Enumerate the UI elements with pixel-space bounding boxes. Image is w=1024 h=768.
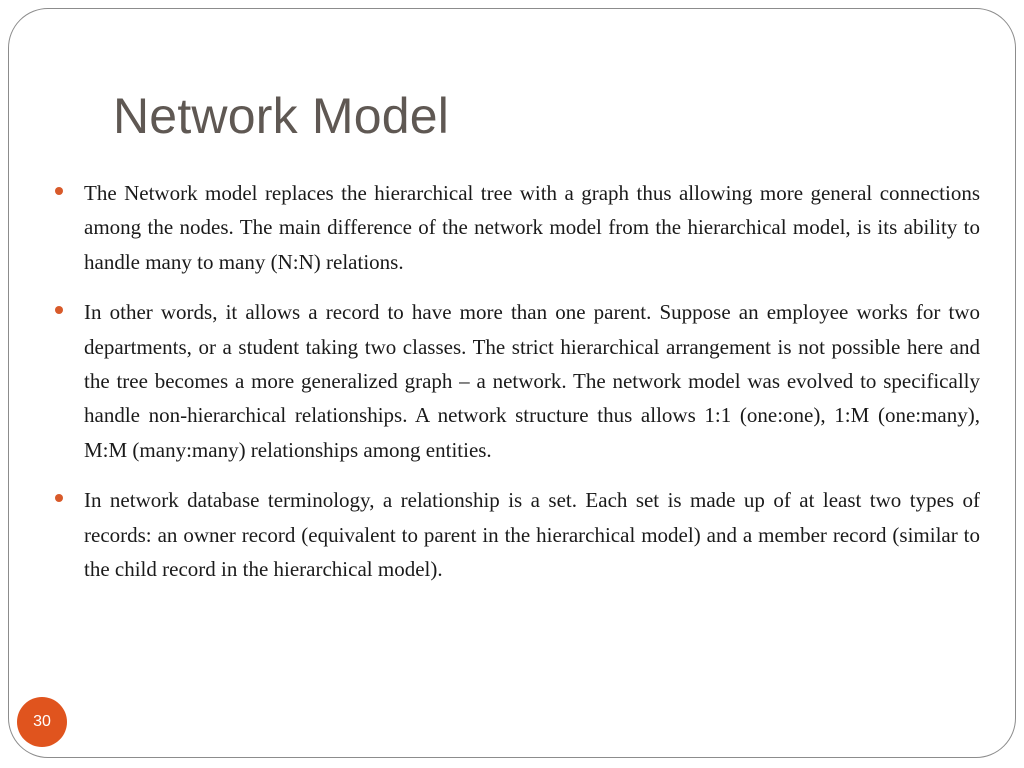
bullet-item [52,295,980,467]
bullet-dot-icon [55,306,63,314]
bullet-dot-icon [55,187,63,195]
bullet-text: The Network model replaces the hierarchical tree with a graph thus allowing more general connections among the nodes. The main difference of the network model from the hierarchical model, is its ability to handle many to many (N:N) relations. [84,181,980,274]
bullet-list [52,176,980,602]
bullet-text: In network database terminology, a relationship is a set. Each set is made up of at least two types of records: an owner record (equivalent to parent in the hierarchical model) and a member record (similar to the child record in the hierarchical model). [84,488,980,582]
slide-title: Network Model [113,88,450,144]
bullet-item [52,176,980,279]
bullet-dot-icon [55,494,63,502]
bullet-text: In other words, it allows a record to have more than one parent. Suppose an employee works for two departments, or a student taking two classes. The strict hierarchical arrangement is not possible here and the tree becomes a more generalized graph – a network. The network model was evolved to specifically handle non-hierarchical relationships. A network structure thus allows 1:1 (one:one), 1:M (one:many), M:M (many:many) relationships among entities. [84,300,980,462]
page-number-badge: 30 [17,697,67,747]
bullet-item [52,483,980,586]
